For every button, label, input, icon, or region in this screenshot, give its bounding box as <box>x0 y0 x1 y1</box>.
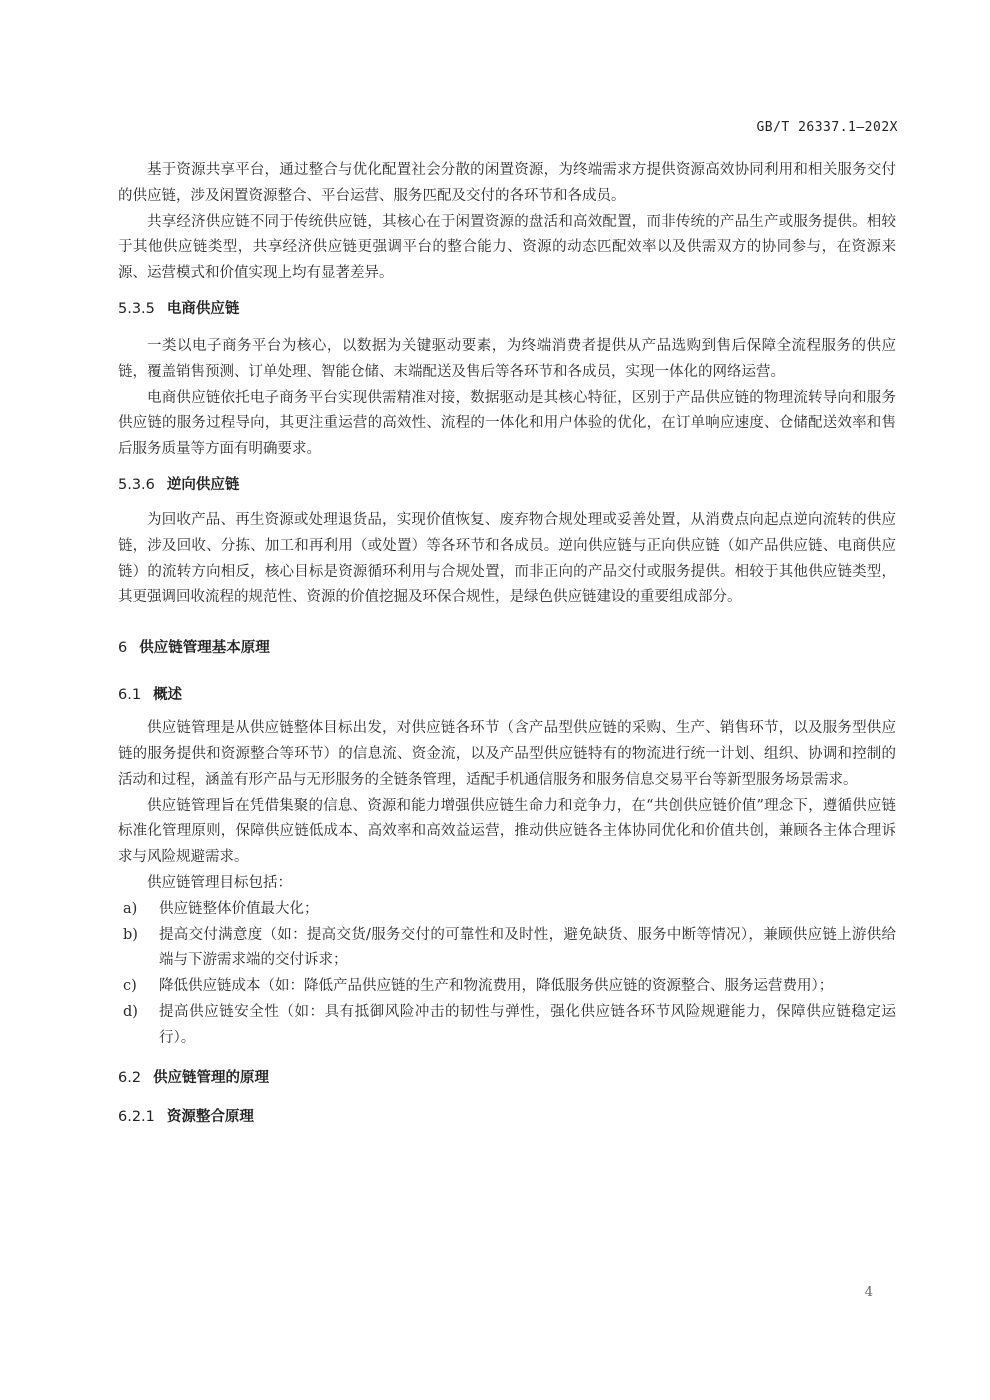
chapter-heading-6 <box>118 636 896 661</box>
section-heading-6-2-1 <box>118 1105 896 1130</box>
section-number: 6.1 <box>118 687 142 704</box>
list-text: 供应链整体价值最大化； <box>159 900 319 917</box>
section-title: 概述 <box>153 687 183 704</box>
section-title: 供应链管理的原理 <box>153 1069 270 1086</box>
paragraph: 基于资源共享平台，通过整合与优化配置社会分散的闲置资源，为终端需求方提供资源高效协同利用和相关服务交付的供应链，涉及闲置资源整合、平台运营、服务匹配及交付的各环节和各成员。 <box>118 162 896 204</box>
list-text: 提高供应链安全性（如：具有抵御风险冲击的韧性与弹性，强化供应链各环节风险规避能力，保障供应链稳定运行）。 <box>159 1003 896 1046</box>
list-item-d <box>118 1000 896 1052</box>
list-item-a <box>118 897 896 923</box>
section-heading-5-3-6 <box>118 473 896 498</box>
section-heading-6-2 <box>118 1066 896 1091</box>
section-number: 6.2 <box>118 1069 142 1086</box>
list-label: d) <box>123 1003 138 1020</box>
section-title: 供应链管理基本原理 <box>139 640 270 657</box>
list-item-b <box>118 923 896 975</box>
section-title: 逆向供应链 <box>166 476 240 493</box>
paragraph: 供应链管理旨在凭借集聚的信息、资源和能力增强供应链生命力和竞争力，在“共创供应链价值”理念下，遵循供应链标准化管理原则，保障供应链低成本、高效率和高效益运营，推动供应链各主体协同优化和价值共创，兼顾各主体合理诉求与风险规避需求。 <box>118 797 896 866</box>
section-title: 资源整合原理 <box>166 1108 254 1125</box>
section-number: 6.2.1 <box>118 1108 155 1125</box>
list-label: c) <box>123 978 137 995</box>
section-heading-5-3-5 <box>118 297 896 322</box>
paragraph: 一类以电子商务平台为核心，以数据为关键驱动要素，为终端消费者提供从产品选购到售后保障全流程服务的供应链，覆盖销售预测、订单处理、智能仓储、末端配送及售后等各环节和各成员，实现一体化的网络运营。 <box>118 337 896 380</box>
paragraph: 供应链管理是从供应链整体目标出发，对供应链各环节（含产品型供应链的采购、生产、销售环节，以及服务型供应链的服务提供和资源整合等环节）的信息流、资金流，以及产品型供应链特有的物流进行统一计划、组织、协调和控制的活动和过程，涵盖有形产品与无形服务的全链条管理，适配手机通信服务和服务信息交易平台等新型服务场景需求。 <box>118 720 896 788</box>
section-number: 5.3.5 <box>118 300 155 317</box>
list-text: 降低供应链成本（如：降低产品供应链的生产和物流费用，降低服务供应链的资源整合、服务运营费用）； <box>159 978 834 995</box>
section-title: 电商供应链 <box>166 300 240 317</box>
section-number: 6 <box>118 640 128 657</box>
paragraph: 电商供应链依托电子商务平台实现供需精准对接，数据驱动是其核心特征，区别于产品供应链的物理流转导向和服务供应链的服务过程导向，其更注重运营的高效性、流程的一体化和用户体验的优化，在订单响应速度、仓储配送效率和售后服务质量等方面有明确要求。 <box>118 389 896 458</box>
paragraph: 供应链管理目标包括： <box>147 874 292 891</box>
list-label: b) <box>123 926 138 943</box>
list-label: a) <box>123 900 138 917</box>
paragraph: 共享经济供应链不同于传统供应链，其核心在于闲置资源的盘活和高效配置，而非传统的产品生产或服务提供。相较于其他供应链类型，共享经济供应链更强调平台的整合能力、资源的动态匹配效率以及供需双方的协同参与，在资源来源、运营模式和价值实现上均有显著差异。 <box>118 213 896 282</box>
list-item-c <box>118 974 896 1000</box>
section-heading-6-1 <box>118 683 896 708</box>
page-number: 4 <box>864 1285 873 1300</box>
section-number: 5.3.6 <box>118 476 155 493</box>
paragraph: 为回收产品、再生资源或处理退货品，实现价值恢复、废弃物合规处理或妥善处置，从消费点向起点逆向流转的供应链，涉及回收、分拣、加工和再利用（或处置）等各环节和各成员。逆向供应链与正向供应链（如产品供应链、电商供应链）的流转方向相反，核心目标是资源循环利用与合规处置，而非正向的产品交付或服务提供。相较于其他供应链类型，其更强调回收流程的规范性、资源的价值挖掘及环保合规性，是绿色供应链建设的重要组成部分。 <box>118 511 896 606</box>
list-text: 提高交付满意度（如：提高交货/服务交付的可靠性和及时性，避免缺货、服务中断等情况），兼顾供应链上游供给端与下游需求端的交付诉求； <box>159 926 896 969</box>
standard-code: GB/T 26337.1—202X <box>756 120 898 135</box>
document-body <box>118 158 896 1130</box>
